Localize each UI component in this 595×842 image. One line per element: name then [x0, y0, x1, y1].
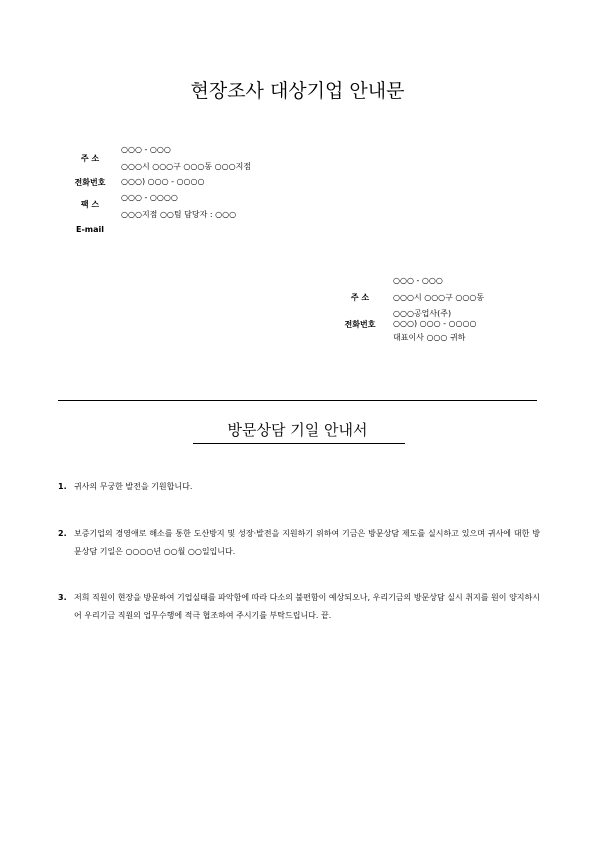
recipient-zip: ○○○ - ○○○: [393, 276, 443, 285]
divider-line: [58, 400, 537, 401]
item-text: 귀사의 무궁한 발전을 기원합니다.: [74, 482, 193, 491]
sender-address-label: 주 소: [80, 154, 100, 163]
sender-phone: ○○○) ○○○ - ○○○○: [121, 177, 205, 186]
item-number: 1.: [58, 482, 67, 491]
item-text: 저희 직원이 현장을 방문하여 기업실태를 파악함에 따라 다소의 불편함이 예상되오나, 우리기금의 방문상담 실시 취지를 원이 양지하시어 우리기금 직원의 업무수행에 적극 협조하여 주시기를 부탁드립니다. 끝.: [74, 593, 540, 620]
item-number: 3.: [58, 593, 67, 602]
item-text: 보증기업의 경영애로 해소를 통한 도산방지 및 성장·발전을 지원하기 위하여 기금은 방문상담 제도를 실시하고 있으며 귀사에 대한 방문상담 기일은 ○○○○년 ○○월 ○○일입니다.: [74, 529, 540, 556]
sender-contact: ○○○지점 ○○팀 담당자 : ○○○: [121, 210, 237, 219]
recipient-address: ○○○시 ○○○구 ○○○동: [393, 293, 485, 302]
item-number: 2.: [58, 529, 67, 538]
recipient-ceo: 대표이사 ○○○ 귀하: [393, 333, 466, 342]
recipient-phone-label: 전화번호: [344, 320, 376, 329]
recipient-address-label: 주 소: [350, 293, 370, 302]
sender-fax-zip: ○○○ - ○○○○: [121, 193, 178, 202]
recipient-company: ○○○공업사(주): [393, 309, 452, 318]
page-title: 현장조사 대상기업 안내문: [190, 80, 405, 102]
sender-email-label: E-mail: [75, 225, 104, 234]
sender-zip: ○○○ - ○○○: [121, 145, 171, 154]
sender-phone-label: 전화번호: [74, 178, 106, 187]
subtitle: 방문상담 기일 안내서: [227, 421, 368, 439]
sender-fax-label: 팩 스: [80, 200, 100, 209]
subtitle-underline: [193, 443, 405, 444]
sender-address: ○○○시 ○○○구 ○○○동 ○○○지점: [121, 162, 252, 171]
recipient-phone: ○○○) ○○○ - ○○○○: [393, 319, 477, 328]
